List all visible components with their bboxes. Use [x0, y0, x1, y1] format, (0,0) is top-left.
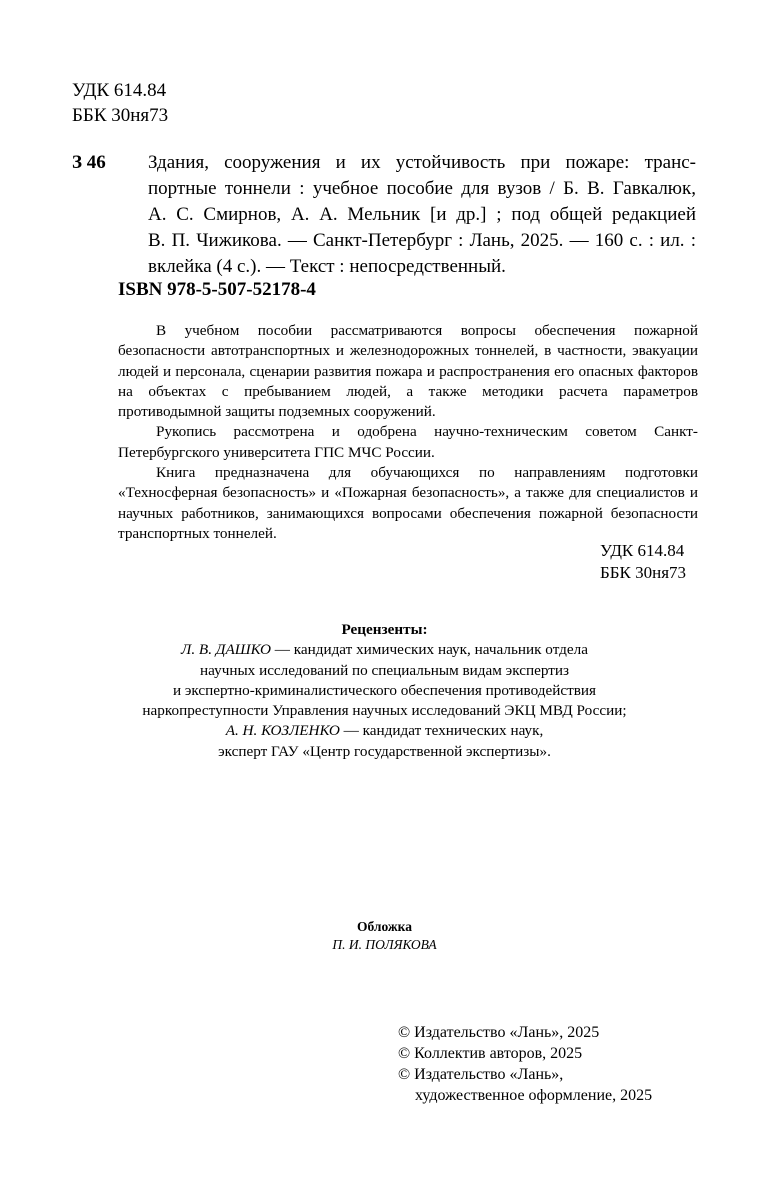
reviewer-2 [0, 721, 769, 741]
copyright-line: © Коллектив авторов, 2025 [398, 1045, 583, 1062]
reviewer-1-desc: — кандидат химических наук, начальник отдела [270, 641, 588, 659]
reviewer-1-line: наркопреступности Управления научных исследований ЭКЦ МВД России; [142, 702, 627, 720]
bib-line: вклейка (4 с.). — Текст : непосредственный. [148, 256, 506, 277]
copyright-line: художественное оформление, 2025 [415, 1087, 653, 1104]
cover-credit [0, 918, 769, 954]
reviewers-title: Рецензенты: [341, 621, 428, 638]
reviewer-2-line: эксперт ГАУ «Центр государственной экспертизы». [218, 742, 551, 760]
bib-line: Здания, сооружения и их устойчивость при пожаре: транс- [148, 152, 696, 173]
bib-line: А. С. Смирнов, А. А. Мельник [и др.] ; под общей редакцией [148, 204, 696, 225]
bbk-code: ББК 30ня73 [72, 105, 169, 126]
copyright-line: © Издательство «Лань», 2025 [398, 1024, 600, 1041]
reviewer-1-line: научных исследований по специальным видам экспертиз [200, 661, 569, 679]
author-mark: З 46 [72, 152, 106, 173]
reviewer-2-name: А. Н. КОЗЛЕНКО [225, 722, 340, 740]
reviewer-1-line: и экспертно-криминалистического обеспечения противодействия [172, 681, 597, 699]
annotation-paragraph: В учебном пособии рассматриваются вопросы обеспечения пожарной безопасности автотранспортных и железнодорожных тоннелей, в частности, эвакуации людей и персонала, сценарии развития пожара и распространения его опасных факторов на объектах с пребыванием людей, а также методики расчета параметров противодымной защиты подземных сооружений. [118, 322, 698, 421]
bib-line: портные тоннели : учебное пособие для вузов / Б. В. Гавкалюк, [148, 178, 696, 199]
annotation-codes [600, 540, 686, 584]
annotation [118, 321, 698, 544]
isbn: ISBN 978-5-507-52178-4 [118, 279, 316, 300]
reviewer-1-name: Л. В. ДАШКО [181, 641, 271, 659]
cover-title: Обложка [356, 919, 412, 934]
reviewers [0, 620, 769, 762]
classification-codes [72, 78, 168, 128]
cover-designer: П. И. ПОЛЯКОВА [332, 937, 437, 952]
udk-code-2: УДК 614.84 [600, 541, 685, 560]
bib-line: В. П. Чижикова. — Санкт-Петербург : Лань, 2025. — 160 с. : ил. : [148, 230, 696, 251]
udk-code: УДК 614.84 [72, 80, 167, 101]
annotation-paragraph: Книга предназначена для обучающихся по направлениям подготовки «Техносферная безопасность» и «Пожарная безопасность», а также для специалистов и научных работников, занимающихся вопросами обеспечения пожарной безопасности транспортных тоннелей. [118, 464, 698, 542]
reviewer-1 [0, 640, 769, 660]
reviewer-2-desc: — кандидат технических наук, [339, 722, 544, 740]
bbk-code-2: ББК 30ня73 [600, 563, 687, 582]
copyright-block [398, 1022, 652, 1106]
annotation-paragraph: Рукопись рассмотрена и одобрена научно-техническим советом Санкт-Петербургского университета ГПС МЧС России. [118, 423, 698, 461]
copyright-line: © Издательство «Лань», [398, 1066, 564, 1083]
